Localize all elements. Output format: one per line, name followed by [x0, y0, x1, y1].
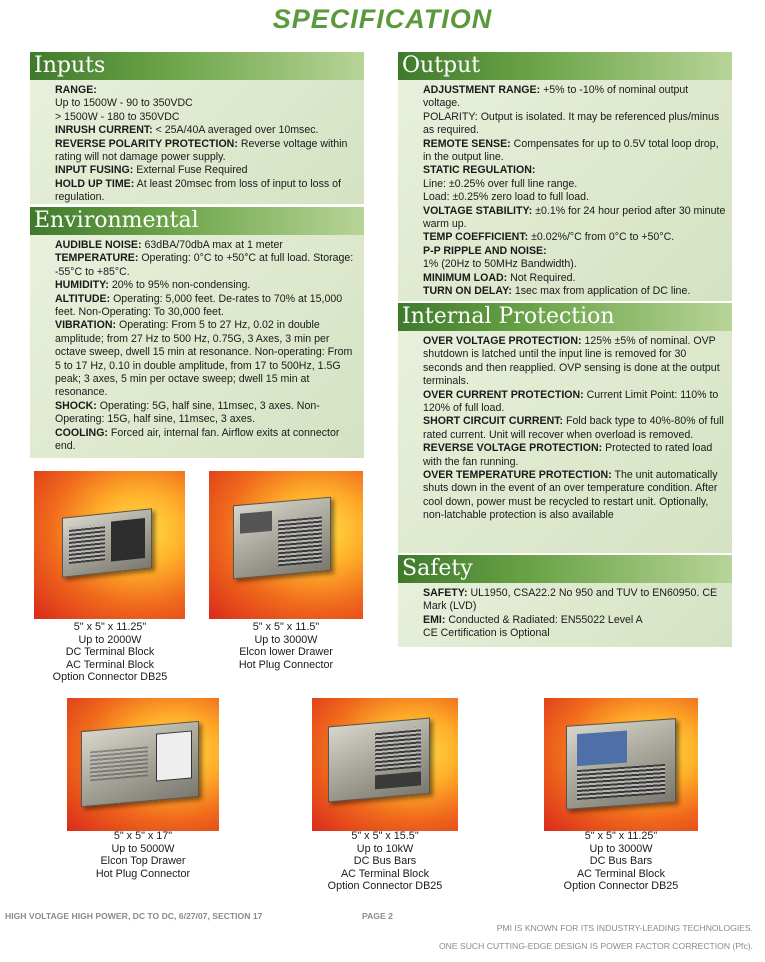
- inputs-spec-line: [55, 178, 357, 205]
- output-spec-line: [423, 164, 726, 177]
- spec-value: ±0.1% for 24 hour period after 30 minute warm up.: [423, 204, 726, 231]
- unit-face: [375, 771, 421, 789]
- safety-body: [423, 587, 726, 641]
- unit-vent: [375, 727, 421, 771]
- spec-value: Compensates for up to 0.5V total loop drop, in the output line.: [423, 137, 719, 164]
- protection-spec-line: [423, 442, 726, 469]
- spec-label: P-P RIPPLE AND NOISE:: [423, 244, 547, 257]
- spec-label: VOLTAGE STABILITY:: [423, 204, 533, 217]
- spec-value: 1sec max from application of DC line.: [511, 285, 691, 298]
- spec-value: Operating: 5,000 feet. De-rates to 70% at 15,000 feet. Non-Operating: To 30,000 feet.: [55, 292, 343, 319]
- spec-value: CE Certification is Optional: [423, 627, 550, 640]
- environmental-spec-line: [55, 400, 357, 427]
- inputs-spec-line: [55, 164, 357, 177]
- unit-face: [111, 518, 145, 562]
- spec-value: Current Limit Point: 110% to 120% of full load.: [423, 388, 719, 415]
- product-caption-3: [57, 830, 229, 880]
- caption-line: Up to 3000W: [589, 842, 653, 855]
- spec-value: Operating: 5G, half sine, 11msec, 3 axes. Non-Operating: 15G, half sine, 11msec, 3 axes.: [55, 399, 320, 426]
- protection-panel: [398, 303, 732, 553]
- caption-line: 5" x 5" x 11.25": [584, 830, 658, 842]
- inputs-spec-line: [55, 124, 357, 137]
- caption-line: AC Terminal Block: [340, 867, 429, 880]
- spec-label: MINIMUM LOAD:: [423, 271, 508, 284]
- caption-line: Up to 5000W: [111, 842, 175, 855]
- power-supply-unit: [566, 718, 676, 810]
- spec-value: POLARITY: Output is isolated. It may be referenced plus/minus as required.: [423, 110, 720, 137]
- output-spec-line: [423, 245, 726, 258]
- spec-value: Fold back type to 40%-80% of full rated current. Unit will recover when overload is removed.: [423, 415, 724, 441]
- output-heading: Output: [398, 52, 732, 80]
- spec-label: STATIC REGULATION:: [423, 164, 536, 177]
- caption-line: Up to 3000W: [254, 633, 318, 646]
- spec-label: INRUSH CURRENT:: [55, 124, 153, 137]
- power-supply-unit: [81, 721, 199, 807]
- output-spec-line: [423, 205, 726, 232]
- spec-label: TEMPERATURE:: [55, 252, 139, 265]
- output-spec-line: [423, 272, 726, 285]
- caption-line: Hot Plug Connector: [238, 658, 334, 671]
- spec-value: < 25A/40A averaged over 10msec.: [152, 124, 319, 137]
- product-photo-5: [544, 698, 698, 831]
- environmental-spec-line: [55, 252, 357, 279]
- product-photo-2: [209, 471, 363, 619]
- product-photo-4: [312, 698, 458, 831]
- spec-value: 125% ±5% of nominal. OVP shutdown is latched until the input line is removed for 30 seconds and then reapplied. OVP sensing is done at the output terminals.: [423, 335, 720, 388]
- unit-face: [156, 730, 192, 781]
- spec-value: At least 20msec from loss of input to loss of regulation.: [55, 177, 341, 204]
- product-photo-1: [34, 471, 185, 619]
- unit-vent: [69, 524, 105, 564]
- output-spec-line: [423, 111, 726, 138]
- environmental-spec-line: [55, 319, 357, 399]
- spec-label: EMI:: [423, 613, 446, 626]
- spec-value: Not Required.: [507, 271, 576, 284]
- spec-label: OVER CURRENT PROTECTION:: [423, 388, 584, 401]
- safety-panel: [398, 555, 732, 647]
- environmental-body: [55, 239, 357, 454]
- product-caption-4: [299, 830, 471, 893]
- safety-spec-line: [423, 614, 726, 627]
- spec-label: OVER VOLTAGE PROTECTION:: [423, 335, 582, 347]
- output-body: [423, 84, 726, 299]
- environmental-spec-line: [55, 427, 357, 454]
- caption-line: Elcon Top Drawer: [100, 855, 186, 868]
- spec-label: REVERSE VOLTAGE PROTECTION:: [423, 442, 603, 455]
- output-spec-line: [423, 258, 726, 271]
- spec-label: SAFETY:: [423, 587, 468, 599]
- product-photo-3: [67, 698, 219, 831]
- safety-spec-line: [423, 587, 726, 614]
- caption-line: DC Bus Bars: [353, 855, 417, 868]
- spec-label: ADJUSTMENT RANGE:: [423, 84, 541, 96]
- footer-page-number: PAGE 2: [362, 911, 393, 921]
- spec-value: > 1500W - 180 to 350VDC: [55, 110, 180, 123]
- spec-label: HUMIDITY:: [55, 279, 109, 292]
- spec-label: VIBRATION:: [55, 319, 117, 332]
- spec-label: REMOTE SENSE:: [423, 137, 511, 150]
- unit-vent: [90, 746, 148, 781]
- environmental-panel: [30, 207, 364, 458]
- inputs-spec-line: [55, 138, 357, 165]
- spec-label: INPUT FUSING:: [55, 164, 134, 177]
- spec-value: 63dBA/70dbA max at 1 meter: [141, 239, 283, 251]
- unit-face: [577, 731, 627, 766]
- environmental-heading: Environmental: [30, 207, 364, 235]
- caption-line: Option Connector DB25: [327, 880, 443, 893]
- output-spec-line: [423, 138, 726, 165]
- unit-vent: [278, 517, 322, 567]
- spec-value: Up to 1500W - 90 to 350VDC: [55, 97, 193, 110]
- product-caption-5: [535, 830, 707, 893]
- product-caption-1: [24, 621, 196, 684]
- spec-value: External Fuse Required: [133, 164, 248, 177]
- safety-heading: Safety: [398, 555, 732, 583]
- spec-value: Operating: 0°C to +50°C at full load. Storage: -55°C to +85°C.: [55, 252, 354, 278]
- output-spec-line: [423, 231, 726, 244]
- spec-value: UL1950, CSA22.2 No 950 and TUV to EN60950. CE Mark (LVD): [423, 587, 718, 613]
- spec-label: HOLD UP TIME:: [55, 177, 135, 190]
- unit-vent: [577, 764, 665, 800]
- caption-line: Up to 2000W: [78, 633, 142, 646]
- output-spec-line: [423, 84, 726, 111]
- caption-line: DC Terminal Block: [65, 646, 155, 659]
- power-supply-unit: [328, 718, 430, 803]
- caption-line: Hot Plug Connector: [95, 867, 191, 880]
- caption-line: Option Connector DB25: [563, 880, 679, 893]
- spec-label: SHOCK:: [55, 399, 97, 412]
- spec-label: COOLING:: [55, 426, 108, 439]
- inputs-spec-line: [55, 111, 357, 124]
- spec-label: SHORT CIRCUIT CURRENT:: [423, 415, 564, 428]
- spec-value: Load: ±0.25% zero load to full load.: [423, 191, 590, 204]
- environmental-spec-line: [55, 293, 357, 320]
- spec-value: ±0.02%/°C from 0°C to +50°C.: [528, 231, 675, 244]
- inputs-spec-line: [55, 84, 357, 97]
- output-spec-line: [423, 191, 726, 204]
- spec-label: ALTITUDE:: [55, 292, 111, 305]
- spec-value: Line: ±0.25% over full line range.: [423, 177, 578, 190]
- caption-line: DC Bus Bars: [589, 855, 653, 868]
- protection-spec-line: [423, 335, 726, 389]
- output-spec-line: [423, 178, 726, 191]
- protection-spec-line: [423, 415, 726, 442]
- inputs-spec-line: [55, 97, 357, 110]
- footer-section-info: HIGH VOLTAGE HIGH POWER, DC TO DC, 6/27/07, SECTION 17: [5, 911, 263, 921]
- spec-label: AUDIBLE NOISE:: [55, 239, 142, 251]
- spec-label: REVERSE POLARITY PROTECTION:: [55, 137, 238, 150]
- environmental-spec-line: [55, 239, 357, 252]
- spec-value: Protected to rated load with the fan running.: [423, 442, 713, 468]
- spec-value: +5% to -10% of nominal output voltage.: [423, 84, 689, 110]
- inputs-heading: Inputs: [30, 52, 364, 80]
- spec-value: Operating: From 5 to 27 Hz, 0.02 in double amplitude; from 27 Hz to 500 Hz, 0.75G, 3 Axes, 3 min per octave sweep, dwell 15 min at resonance. Non-operating: From 5 to 17 Hz, 0.10 in double amplitude, from 17 to 500Hz, 1.5G peak; 3 axes, 5 min per octave sweep; dwell 15 min at resonance.: [55, 319, 353, 399]
- spec-label: RANGE:: [55, 84, 97, 96]
- output-spec-line: [423, 285, 726, 298]
- spec-label: OVER TEMPERATURE PROTECTION:: [423, 469, 612, 482]
- power-supply-unit: [62, 508, 152, 577]
- safety-spec-line: [423, 627, 726, 640]
- caption-line: 5" x 5" x 11.25": [73, 621, 147, 633]
- caption-line: 5" x 5" x 17": [113, 830, 173, 842]
- footer-tagline-2: ONE SUCH CUTTING-EDGE DESIGN IS POWER FACTOR CORRECTION (Pfc).: [438, 941, 753, 951]
- output-panel: [398, 52, 732, 301]
- caption-line: Option Connector DB25: [52, 671, 168, 684]
- caption-line: Elcon lower Drawer: [239, 646, 333, 659]
- inputs-panel: [30, 52, 364, 204]
- caption-line: AC Terminal Block: [65, 658, 154, 671]
- spec-label: TEMP COEFFICIENT:: [423, 231, 529, 244]
- environmental-spec-line: [55, 279, 357, 292]
- spec-value: Conducted & Radiated: EN55022 Level A: [445, 613, 643, 626]
- spec-value: 1% (20Hz to 50MHz Bandwidth).: [423, 258, 577, 271]
- caption-line: Up to 10kW: [356, 842, 414, 855]
- caption-line: 5" x 5" x 15.5": [351, 830, 419, 842]
- protection-spec-line: [423, 469, 726, 523]
- spec-value: Forced air, internal fan. Airflow exits at connector end.: [55, 426, 340, 453]
- caption-line: 5" x 5" x 11.5": [252, 621, 320, 633]
- spec-value: The unit automatically shuts down in the event of an over temperature condition. After cool down, power must be recycled to restart unit. Optionally, non-latchable protection is also available: [423, 469, 718, 522]
- protection-spec-line: [423, 389, 726, 416]
- protection-heading: Internal Protection: [398, 303, 732, 331]
- power-supply-unit: [233, 497, 331, 580]
- product-caption-2: [200, 621, 372, 671]
- spec-label: TURN ON DELAY:: [423, 285, 512, 298]
- inputs-body: [55, 84, 357, 205]
- spec-value: Reverse voltage within rating will not damage power supply.: [55, 137, 348, 164]
- caption-line: AC Terminal Block: [576, 867, 665, 880]
- footer-tagline-1: PMI IS KNOWN FOR ITS INDUSTRY-LEADING TECHNOLOGIES.: [496, 923, 753, 933]
- spec-value: 20% to 95% non-condensing.: [108, 279, 251, 292]
- protection-body: [423, 335, 726, 523]
- page-title: SPECIFICATION: [272, 4, 493, 34]
- unit-face: [240, 511, 272, 534]
